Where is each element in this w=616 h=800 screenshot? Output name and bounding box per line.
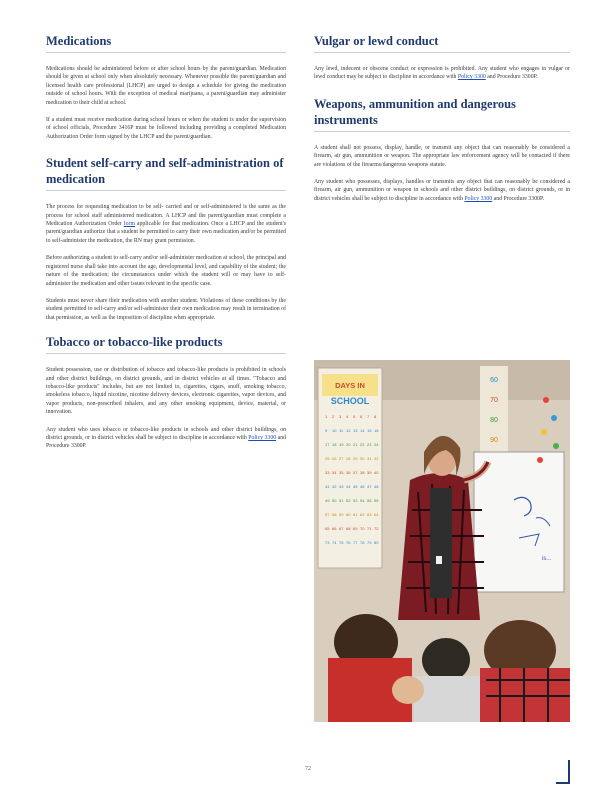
page-number: 72 (305, 766, 311, 772)
classroom-photo (314, 360, 570, 722)
poster-number: 10 (332, 428, 337, 433)
poster-number: 42 (332, 484, 337, 489)
weapons-heading: Weapons, ammunition and dangerous instruments (314, 96, 570, 132)
vulgar-p1-text-after: and Procedure 3300P. (485, 74, 538, 81)
poster-number: 32 (374, 456, 379, 461)
poster-number: 7 (367, 414, 370, 419)
tobacco-p2-text-after: and Procedure 3300P. (46, 434, 286, 450)
policy-3300-link[interactable]: Policy 3300 (464, 195, 493, 202)
side-number: 90 (490, 437, 498, 444)
side-number: 80 (490, 417, 498, 424)
poster-number: 27 (339, 456, 344, 461)
poster-number: 18 (332, 442, 337, 447)
self-carry-p1-text-after: applicable for that medication. Once a LHCP and the student's parent/guardian authorize that a student be permitted to carry their own medication and/or be permitted to self-administer the medication, the RN may grant permission. (46, 221, 286, 244)
poster-number: 33 (325, 470, 330, 475)
poster-number: 20 (346, 442, 351, 447)
poster-number: 66 (332, 526, 337, 531)
poster-number: 37 (353, 470, 358, 475)
weapons-paragraph-2 (314, 178, 570, 203)
tobacco-p2-text: Any student who uses tobacco or tobacco-like products in schools and other district buildings, on district grounds, or in district vehicles shall be subject to discipline in accordance with (46, 426, 286, 441)
poster-number: 78 (360, 540, 365, 545)
poster-number: 65 (325, 526, 330, 531)
poster-number: 51 (339, 498, 344, 503)
poster-number: 55 (367, 498, 372, 503)
poster-number: 21 (353, 442, 358, 447)
self-carry-paragraph-2: Before authorizing a student to self-carry and/or self-administer medication at school, the principal and registered nurse shall take into account the age, developmental level, and capability of the student; the nature of the medication; the circumstances under which the student will or may have to self-administer the medication and other issues relevant in the specific case. (46, 255, 286, 287)
poster-number: 5 (353, 414, 356, 419)
poster-number: 1 (325, 414, 328, 419)
poster-number: 13 (353, 428, 358, 433)
poster-number: 68 (346, 526, 351, 531)
poster-number: 45 (353, 484, 358, 489)
poster-number: 73 (325, 540, 330, 545)
poster-number: 43 (339, 484, 344, 489)
poster-number: 12 (346, 428, 351, 433)
medications-paragraph-1: Medications should be administered before or after school hours by the parent/guardian. Medication should be given at school only when absolutely necessary. Whenever possible the parent/guardian and licensed health care professional (LHCP) are urged to design a schedule for giving the medication outside of school hours. With the exception of medical marijuana, a parent/guardian may administer medication to their child at school. (46, 66, 286, 106)
medications-paragraph-2: If a student must receive medication during school hours or when the student is under the supervision of school officials, Procedure 3416P must be followed including providing a completed Medication Authorization Order form signed by the LHCP and the parent/guardian. (46, 117, 286, 140)
poster-number: 11 (339, 428, 344, 433)
poster-number: 58 (332, 512, 337, 517)
poster-number: 60 (346, 512, 351, 517)
poster-number: 53 (353, 498, 358, 503)
poster-number: 29 (353, 456, 358, 461)
poster-number: 24 (374, 442, 379, 447)
vulgar-p1-text: Any lewd, indecent or obscene conduct or expression is prohibited. Any student who engages in vulgar or lewd conduct may be subject to discipline in accordance with (314, 66, 570, 81)
poster-number: 80 (374, 540, 379, 545)
tobacco-heading: Tobacco or tobacco-like products (46, 334, 286, 354)
poster-number: 79 (367, 540, 372, 545)
poster-number: 62 (360, 512, 365, 517)
poster-number: 77 (353, 540, 358, 545)
poster-number: 17 (325, 442, 330, 447)
poster-number: 64 (374, 512, 379, 517)
poster-number: 23 (367, 442, 372, 447)
self-carry-p1-text: The process for requesting medication to be self- carried and or self-administered is the same as the process for school staff administered medication. A LHCP and the parent/guardian must complete a Medication Authorization Order (46, 204, 286, 228)
poster-number: 52 (346, 498, 351, 503)
poster-number: 69 (353, 526, 358, 531)
poster-number: 26 (332, 456, 337, 461)
weapons-p2-text-after: and Procedure 3300P. (492, 195, 545, 202)
poster-number: 54 (360, 498, 365, 503)
tobacco-paragraph-1: Student possession, use or distribution of tobacco and tobacco-like products is prohibited in schools and other district buildings, on district grounds, and in district vehicles at all times. "Tobacco and tobacco-like products" includes, but are not limited to, cigarettes, cigars, snuff, smoking tobacco, smokeless tobacco, liquid nicotine, nicotine delivery devices, electronic cigarettes, vapor devices, and vapor products, non-prescribed inhalers, and any other smoking equipment, device, material, or innovation. (46, 367, 286, 416)
self-carry-heading: Student self-carry and self-administration of medication (46, 155, 286, 191)
poster-number: 38 (360, 470, 365, 475)
poster-number: 41 (325, 484, 330, 489)
poster-number: 76 (346, 540, 351, 545)
poster-number: 72 (374, 526, 379, 531)
poster-number: 59 (339, 512, 344, 517)
tobacco-paragraph-2 (46, 426, 286, 451)
medication-form-link[interactable]: form (123, 221, 135, 228)
poster-number: 35 (339, 470, 344, 475)
poster-number: 16 (374, 428, 379, 433)
poster-number: 44 (346, 484, 351, 489)
poster-number: 50 (332, 498, 337, 503)
poster-number: 74 (332, 540, 337, 545)
poster-number: 4 (346, 414, 349, 419)
poster-number: 31 (367, 456, 372, 461)
policy-3300-link[interactable]: Policy 3300 (248, 434, 277, 441)
poster-number: 71 (367, 526, 372, 531)
corner-rule-vertical (568, 760, 570, 784)
weapons-paragraph-1: A student shall not possess, display, handle, or transmit any object that can reasonably be considered a firearm, air gun, ammunition or weapon. The appropriate law enforcement agency will be contacted if there are violations of the firearms/dangerous weapons statute. (314, 144, 570, 168)
poster-title: DAYS IN (335, 381, 365, 390)
poster-title-2: SCHOOL (330, 396, 370, 406)
poster-number: 6 (360, 414, 363, 419)
side-number: 70 (490, 397, 498, 404)
poster-number: 30 (360, 456, 365, 461)
poster-number: 34 (332, 470, 337, 475)
side-number: 60 (490, 377, 498, 384)
self-carry-paragraph-3: Students must never share their medication with another student. Violations of these conditions by the student permitted to self-carry and/or self-administer their own medication may result in termination of that permission, as well as the imposition of discipline when appropriate. (46, 297, 286, 321)
poster-number: 67 (339, 526, 344, 531)
poster-number: 48 (374, 484, 379, 489)
poster-number: 47 (367, 484, 372, 489)
poster-number: 9 (325, 428, 328, 433)
poster-number: 36 (346, 470, 351, 475)
poster-number: 14 (360, 428, 365, 433)
vulgar-heading: Vulgar or lewd conduct (314, 33, 570, 53)
poster-number: 25 (325, 456, 330, 461)
poster-number: 61 (353, 512, 358, 517)
weapons-p2-text: Any student who possesses, displays, handles or transmits any object that can reasonably be considered a firearm, air gun, ammunition or weapon in schools and other district buildings, on district grounds, or in district vehicles shall be subject to discipline in accordance with (314, 179, 570, 202)
poster-number: 40 (374, 470, 379, 475)
corner-rule-horizontal (556, 782, 570, 784)
whiteboard-scribble: is... (542, 556, 552, 562)
poster-number: 39 (367, 470, 372, 475)
poster-number: 3 (339, 414, 342, 419)
poster-number: 19 (339, 442, 344, 447)
right-column (314, 33, 570, 212)
poster-number: 8 (374, 414, 377, 419)
poster-number: 56 (374, 498, 379, 503)
poster-number: 75 (339, 540, 344, 545)
poster-number: 63 (367, 512, 372, 517)
self-carry-paragraph-1 (46, 203, 286, 245)
poster-number: 22 (360, 442, 365, 447)
poster-number: 2 (332, 414, 335, 419)
poster-number: 70 (360, 526, 365, 531)
vulgar-paragraph-1 (314, 65, 570, 82)
medications-heading: Medications (46, 33, 286, 53)
poster-number: 57 (325, 512, 330, 517)
poster-number: 28 (346, 456, 351, 461)
policy-3300-link[interactable]: Policy 3300 (457, 74, 486, 81)
poster-number: 46 (360, 484, 365, 489)
left-column (46, 33, 286, 460)
poster-number: 49 (325, 498, 330, 503)
poster-number: 15 (367, 428, 372, 433)
